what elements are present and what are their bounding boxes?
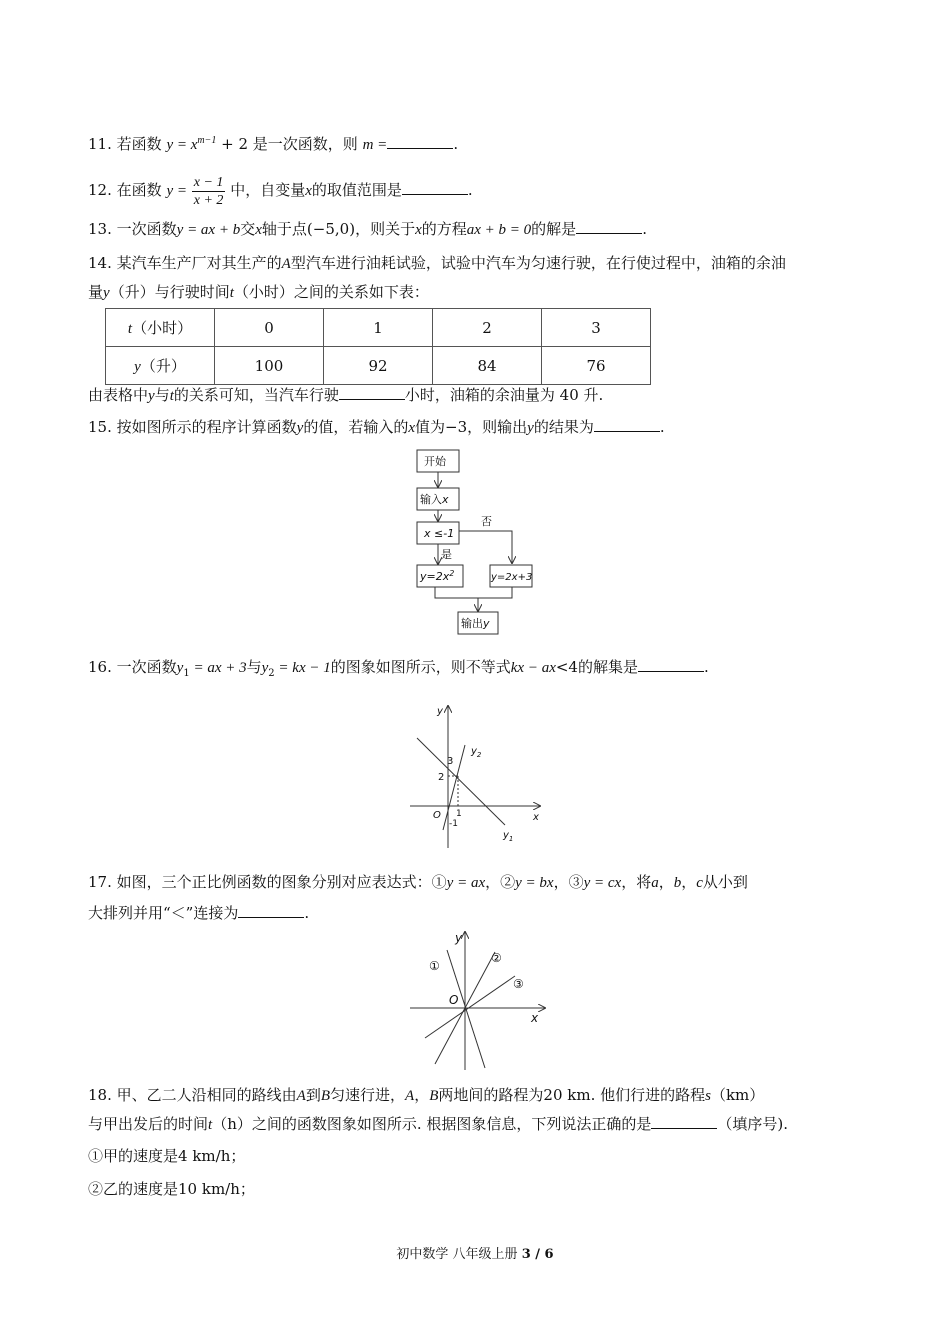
math-var: x bbox=[415, 222, 422, 238]
math-expr: y = x bbox=[166, 137, 198, 153]
origin-label: O bbox=[433, 810, 441, 821]
text: 如图，三个正比例函数的图象分别对应表达式： bbox=[116, 873, 432, 891]
table-cell: 76 bbox=[542, 347, 651, 385]
text: 由表格中 bbox=[88, 386, 149, 404]
text: 一次函数 bbox=[116, 658, 177, 676]
flow-left-text: $y=2x^2$ bbox=[420, 569, 455, 583]
table-cell: 92 bbox=[324, 347, 433, 385]
question-number: 12. bbox=[88, 181, 112, 199]
text: 量 bbox=[88, 283, 104, 301]
math-expr: (−5,0) bbox=[306, 220, 356, 238]
math-var: y bbox=[261, 660, 269, 676]
text: 与 bbox=[246, 658, 262, 676]
line-label-2: ② bbox=[491, 951, 502, 965]
flow-yes-label: 是 bbox=[441, 548, 452, 561]
y-axis-label: y bbox=[437, 706, 443, 717]
question-13 bbox=[88, 218, 647, 241]
line-label-y2: $y_2$ bbox=[471, 746, 482, 759]
origin-label: O bbox=[449, 993, 459, 1007]
question-number: 11. bbox=[88, 135, 112, 153]
math-var: t bbox=[208, 1117, 213, 1133]
table-cell: 1 bbox=[324, 309, 433, 347]
math-expr: <4 bbox=[555, 658, 578, 676]
table-cell: 3 bbox=[542, 309, 651, 347]
math-var: m = bbox=[362, 137, 388, 153]
circled-number: ，② bbox=[485, 873, 516, 891]
text: . bbox=[642, 220, 647, 238]
text: ； bbox=[230, 1147, 246, 1165]
math-expr: = kx − 1 bbox=[274, 660, 331, 676]
question-number: 17. bbox=[88, 873, 112, 891]
answer-blank[interactable] bbox=[238, 903, 304, 918]
math-expr: y = ax + b bbox=[176, 222, 241, 238]
math-expr: y = bx bbox=[515, 875, 554, 891]
question-17-line1 bbox=[88, 871, 748, 894]
text: 按如图所示的程序计算函数 bbox=[116, 418, 297, 436]
math-var: s bbox=[705, 1088, 711, 1104]
flow-no-label: 否 bbox=[481, 515, 492, 528]
text: 在函数 bbox=[116, 181, 162, 199]
text: 一次函数 bbox=[116, 220, 177, 238]
circled-number: ，③ bbox=[553, 873, 584, 891]
table-cell: 2 bbox=[433, 309, 542, 347]
math-var: x bbox=[255, 222, 262, 238]
answer-blank[interactable] bbox=[402, 180, 468, 195]
flow-output-text: 输出y bbox=[461, 617, 490, 630]
numerator: x − 1 bbox=[193, 174, 224, 190]
subscript: 2 bbox=[268, 668, 275, 679]
math-var: t bbox=[127, 321, 133, 337]
text: 匀速行进， bbox=[330, 1086, 406, 1104]
line-label-3: ③ bbox=[513, 977, 524, 991]
answer-blank[interactable] bbox=[387, 134, 453, 149]
text: 到 bbox=[305, 1086, 321, 1104]
flow-start-text: 开始 bbox=[424, 455, 446, 468]
text: 某汽车生产厂对其生产的 bbox=[116, 254, 282, 272]
line-3 bbox=[425, 976, 515, 1038]
math-var: B bbox=[320, 1088, 331, 1104]
math-var: y bbox=[176, 660, 184, 676]
line-label-1: ① bbox=[429, 959, 440, 973]
table-header-cell bbox=[106, 347, 215, 385]
math-expr: ax + b = 0 bbox=[466, 222, 532, 238]
question-number: 15. bbox=[88, 418, 112, 436]
answer-blank[interactable] bbox=[651, 1114, 717, 1129]
text: . bbox=[467, 181, 473, 199]
text: . bbox=[453, 135, 459, 153]
answer-blank[interactable] bbox=[576, 219, 642, 234]
question-11 bbox=[88, 130, 458, 156]
math-var: A bbox=[281, 256, 291, 272]
x-axis-label: x bbox=[531, 1011, 539, 1025]
line-1 bbox=[447, 950, 485, 1068]
text: ； bbox=[239, 1180, 255, 1198]
text: 的解集是 bbox=[577, 658, 638, 676]
text: ，将 bbox=[621, 873, 652, 891]
text: ①甲的速度是 bbox=[88, 1147, 179, 1165]
tick-label: 1 bbox=[456, 809, 462, 819]
math-expr: = ax + 3 bbox=[189, 660, 247, 676]
math-exponent: m−1 bbox=[197, 135, 217, 146]
math-expr: 10 km/h bbox=[178, 1180, 240, 1198]
text: . bbox=[659, 418, 665, 436]
text: 的解是 bbox=[531, 220, 577, 238]
circled-number: ① bbox=[431, 873, 447, 891]
math-var: a bbox=[651, 875, 659, 891]
text: 从小到 bbox=[702, 873, 748, 891]
flow-right-text: y=2x+3 bbox=[491, 572, 533, 583]
question-15 bbox=[88, 416, 665, 439]
footer-text: 初中数学 八年级上册 bbox=[396, 1247, 522, 1262]
text: （h）之间的函数图象如图所示. 根据图象信息，下列说法正确的是 bbox=[212, 1115, 652, 1133]
question-number: 13. bbox=[88, 220, 112, 238]
math-expr: y = cx bbox=[583, 875, 622, 891]
math-var: t bbox=[169, 388, 174, 404]
text: 甲、乙二人沿相同的路线由 bbox=[116, 1086, 297, 1104]
text: （小时）之间的关系如下表： bbox=[233, 283, 429, 301]
math-var: y bbox=[296, 420, 304, 436]
question-17-line2 bbox=[88, 902, 309, 924]
tick-label: 3 bbox=[447, 756, 454, 767]
question-number: 14. bbox=[88, 254, 112, 272]
question-16 bbox=[88, 656, 709, 685]
text: 若函数 bbox=[116, 135, 162, 153]
answer-blank[interactable] bbox=[339, 385, 405, 400]
text: ， bbox=[658, 873, 674, 891]
text: . 他们行进的路程 bbox=[590, 1086, 706, 1104]
question-14-line2 bbox=[88, 281, 429, 304]
denominator: x + 2 bbox=[193, 192, 224, 208]
text: 型汽车进行油耗试验，试验中汽车为匀速行驶，在行使过程中，油箱的余油 bbox=[290, 254, 786, 272]
tick-label: 2 bbox=[438, 772, 445, 783]
text: 的方程 bbox=[421, 220, 467, 238]
text: 两地间的路程为 bbox=[438, 1086, 544, 1104]
math-var: y bbox=[103, 285, 110, 301]
math-expr: y = ax bbox=[446, 875, 486, 891]
text: 的值，若输入的 bbox=[303, 418, 409, 436]
table-row bbox=[106, 309, 651, 347]
text: 小时，油箱的余油量为 40 升. bbox=[404, 386, 604, 404]
flow-input-text: 输入x bbox=[420, 493, 449, 506]
math-var: y bbox=[527, 420, 534, 436]
text: 大排列并用“＜”连接为 bbox=[88, 904, 239, 922]
table-row bbox=[106, 347, 651, 385]
text: （填序号). bbox=[717, 1115, 789, 1133]
line-label-y1: $y_1$ bbox=[503, 830, 514, 843]
math-expr: + 2 bbox=[216, 135, 249, 153]
table-header-cell bbox=[106, 309, 215, 347]
text: （小时） bbox=[132, 319, 193, 337]
fuel-table bbox=[105, 308, 651, 385]
text: 与 bbox=[154, 386, 170, 404]
question-number: 16. bbox=[88, 658, 112, 676]
text: ， bbox=[414, 1086, 430, 1104]
fraction bbox=[192, 174, 226, 209]
graph-q16 bbox=[405, 700, 555, 850]
text: ， bbox=[681, 873, 697, 891]
question-18-line1 bbox=[88, 1084, 764, 1107]
math-var: A bbox=[296, 1088, 306, 1104]
table-cell: 0 bbox=[215, 309, 324, 347]
answer-blank[interactable] bbox=[594, 417, 660, 432]
math-var: x bbox=[305, 183, 312, 199]
text: 轴于点 bbox=[261, 220, 307, 238]
answer-blank[interactable] bbox=[638, 657, 704, 672]
tick-label: -1 bbox=[449, 819, 458, 829]
math-var: c bbox=[696, 875, 703, 891]
math-expr: kx − ax bbox=[510, 660, 556, 676]
text: ②乙的速度是 bbox=[88, 1180, 179, 1198]
flowchart bbox=[405, 445, 550, 640]
math-expr: 4 km/h bbox=[178, 1147, 231, 1165]
text: . bbox=[704, 658, 709, 676]
question-18-line2 bbox=[88, 1113, 788, 1136]
text: （km） bbox=[710, 1086, 765, 1104]
math-var: y bbox=[134, 359, 141, 375]
table-cell: 100 bbox=[215, 347, 324, 385]
x-axis-label: x bbox=[533, 812, 539, 823]
text: 的关系可知，当汽车行驶 bbox=[173, 386, 339, 404]
text: （升） bbox=[140, 357, 186, 375]
subscript: 1 bbox=[183, 668, 190, 679]
flow-condition-text: x ≤-1 bbox=[424, 527, 455, 540]
question-18-option-2 bbox=[88, 1178, 255, 1200]
text: ，则输出 bbox=[467, 418, 528, 436]
text: 的图象如图所示，则不等式 bbox=[330, 658, 511, 676]
text: ，则关于 bbox=[355, 220, 416, 238]
math-var: x bbox=[408, 420, 416, 436]
text: 是一次函数，则 bbox=[252, 135, 358, 153]
question-18-option-1 bbox=[88, 1145, 245, 1167]
question-14-line1 bbox=[88, 252, 786, 275]
math-var: B bbox=[429, 1088, 439, 1104]
text: 交 bbox=[240, 220, 256, 238]
text: . bbox=[304, 904, 310, 922]
page-number: 3 / 6 bbox=[521, 1247, 554, 1262]
page-footer bbox=[0, 1243, 950, 1262]
text: 中，自变量 bbox=[230, 181, 306, 199]
graph-q17 bbox=[405, 928, 555, 1073]
text: 与甲出发后的时间 bbox=[88, 1115, 209, 1133]
math-expr: −3 bbox=[445, 418, 468, 436]
math-var: t bbox=[229, 285, 234, 301]
question-12 bbox=[88, 172, 473, 209]
y-axis-label: y bbox=[455, 931, 463, 945]
text: 值为 bbox=[415, 418, 446, 436]
question-number: 18. bbox=[88, 1086, 112, 1104]
math-var: y = bbox=[166, 183, 187, 199]
math-var: b bbox=[673, 875, 682, 891]
text: 的取值范围是 bbox=[311, 181, 402, 199]
text: 的结果为 bbox=[533, 418, 594, 436]
text: （升）与行驶时间 bbox=[109, 283, 230, 301]
question-14-line3 bbox=[88, 384, 603, 407]
math-var: y bbox=[148, 388, 155, 404]
math-expr: 20 km bbox=[543, 1086, 591, 1104]
table-cell: 84 bbox=[433, 347, 542, 385]
math-var: A bbox=[405, 1088, 415, 1104]
